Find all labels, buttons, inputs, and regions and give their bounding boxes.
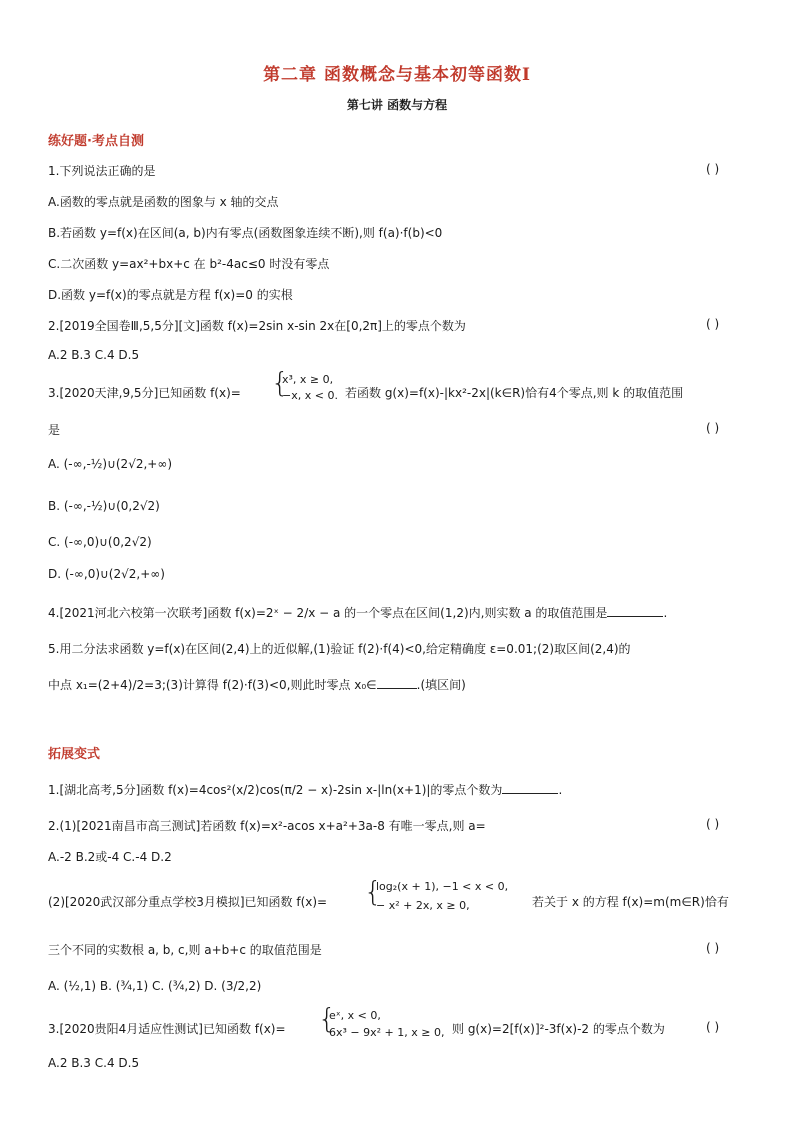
ext-question-2b-options: A. (½,1) B. (¾,1) C. (¾,2) D. (3/2,2)	[48, 979, 262, 993]
ext-question-2b-cont: 三个不同的实数根 a, b, c,则 a+b+c 的取值范围是	[48, 943, 322, 957]
question-5-cont-a: 中点 x₁=(2+4)/2=3;(3)计算得 f(2)·f(3)<0,则此时零点 x₀∈	[48, 678, 377, 692]
answer-paren: ( )	[706, 941, 720, 955]
option-a: A. (-∞,-½)∪(2√2,+∞)	[48, 457, 173, 471]
answer-blank	[377, 676, 417, 689]
option-c: C. (-∞,0)∪(0,2√2)	[48, 535, 152, 549]
piecewise-brace: {	[318, 1002, 336, 1035]
answer-paren: ( )	[706, 421, 720, 435]
option-a: A.函数的零点就是函数的图象与 x 轴的交点	[48, 195, 279, 209]
question-4	[48, 604, 667, 621]
question-2-stem: 2.[2019全国卷Ⅲ,5,5分][文]函数 f(x)=2sin x-sin 2x在[0,2π]上的零点个数为	[48, 319, 466, 333]
ext-question-2a-options: A.-2 B.2或-4 C.-4 D.2	[48, 850, 172, 864]
piece-2: 6x³ − 9x² + 1, x ≥ 0,	[329, 1026, 445, 1039]
lecture-subtitle: 第七讲 函数与方程	[346, 98, 448, 112]
ext-question-1-end: .	[558, 783, 563, 797]
section-title-practice: 练好题·考点自测	[48, 134, 144, 149]
question-4-text: 4.[2021河北六校第一次联考]函数 f(x)=2ˣ − 2/x − a 的一个零点在区间(1,2)内,则实数 a 的取值范围是	[48, 606, 608, 620]
option-d: D. (-∞,0)∪(2√2,+∞)	[48, 567, 165, 581]
question-1-stem: 1.下列说法正确的是	[48, 164, 156, 178]
question-3-rest: 若函数 g(x)=f(x)-|kx²-2x|(k∈R)恰有4个零点,则 k 的取值范围	[345, 386, 684, 400]
ext-question-2a-stem: 2.(1)[2021南昌市高三测试]若函数 f(x)=x²-acos x+a²+3a-8 有唯一零点,则 a=	[48, 819, 486, 833]
answer-paren: ( )	[706, 317, 720, 331]
piece-1: eˣ, x < 0,	[329, 1009, 381, 1022]
option-b: B.若函数 y=f(x)在区间(a, b)内有零点(函数图象连续不断),则 f(a)·f(b)<0	[48, 226, 443, 240]
piece-2: −x, x < 0.	[282, 389, 338, 402]
piece-2: − x² + 2x, x ≥ 0,	[376, 899, 470, 912]
piece-1: log₂(x + 1), −1 < x < 0,	[376, 880, 509, 893]
ext-question-3-options: A.2 B.3 C.4 D.5	[48, 1056, 140, 1070]
option-d: D.函数 y=f(x)的零点就是方程 f(x)=0 的实根	[48, 288, 293, 302]
ext-question-3-rest: 则 g(x)=2[f(x)]²-3f(x)-2 的零点个数为	[452, 1022, 665, 1036]
question-3-cont: 是	[48, 423, 61, 437]
answer-paren: ( )	[706, 162, 720, 176]
piecewise-brace: {	[364, 875, 382, 908]
question-5-cont-b: .(填区间)	[416, 678, 466, 692]
question-5-cont	[48, 676, 466, 693]
piece-1: x³, x ≥ 0,	[282, 373, 334, 386]
question-3-lead: 3.[2020天津,9,5分]已知函数 f(x)=	[48, 386, 241, 400]
piecewise-brace: {	[271, 366, 289, 399]
chapter-title: 第二章 函数概念与基本初等函数Ⅰ	[263, 65, 531, 85]
option-b: B. (-∞,-½)∪(0,2√2)	[48, 499, 160, 513]
answer-paren: ( )	[706, 817, 720, 831]
question-2-options: A.2 B.3 C.4 D.5	[48, 348, 140, 362]
answer-blank	[607, 604, 663, 617]
section-title-extension: 拓展变式	[48, 747, 101, 762]
question-5-text: 5.用二分法求函数 y=f(x)在区间(2,4)上的近似解,(1)验证 f(2)·f(4)<0,给定精确度 ε=0.01;(2)取区间(2,4)的	[48, 642, 631, 656]
answer-blank	[502, 781, 558, 794]
question-4-end: .	[663, 606, 668, 620]
ext-question-1	[48, 781, 562, 798]
ext-question-2b-lead: (2)[2020武汉部分重点学校3月模拟]已知函数 f(x)=	[48, 895, 328, 909]
ext-question-2b-rest: 若关于 x 的方程 f(x)=m(m∈R)恰有	[532, 895, 729, 909]
answer-paren: ( )	[706, 1020, 720, 1034]
option-c: C.二次函数 y=ax²+bx+c 在 b²-4ac≤0 时没有零点	[48, 257, 330, 271]
ext-question-1-text: 1.[湖北高考,5分]函数 f(x)=4cos²(x/2)cos(π/2 − x)-2sin x-|ln(x+1)|的零点个数为	[48, 783, 503, 797]
ext-question-3-lead: 3.[2020贵阳4月适应性测试]已知函数 f(x)=	[48, 1022, 286, 1036]
